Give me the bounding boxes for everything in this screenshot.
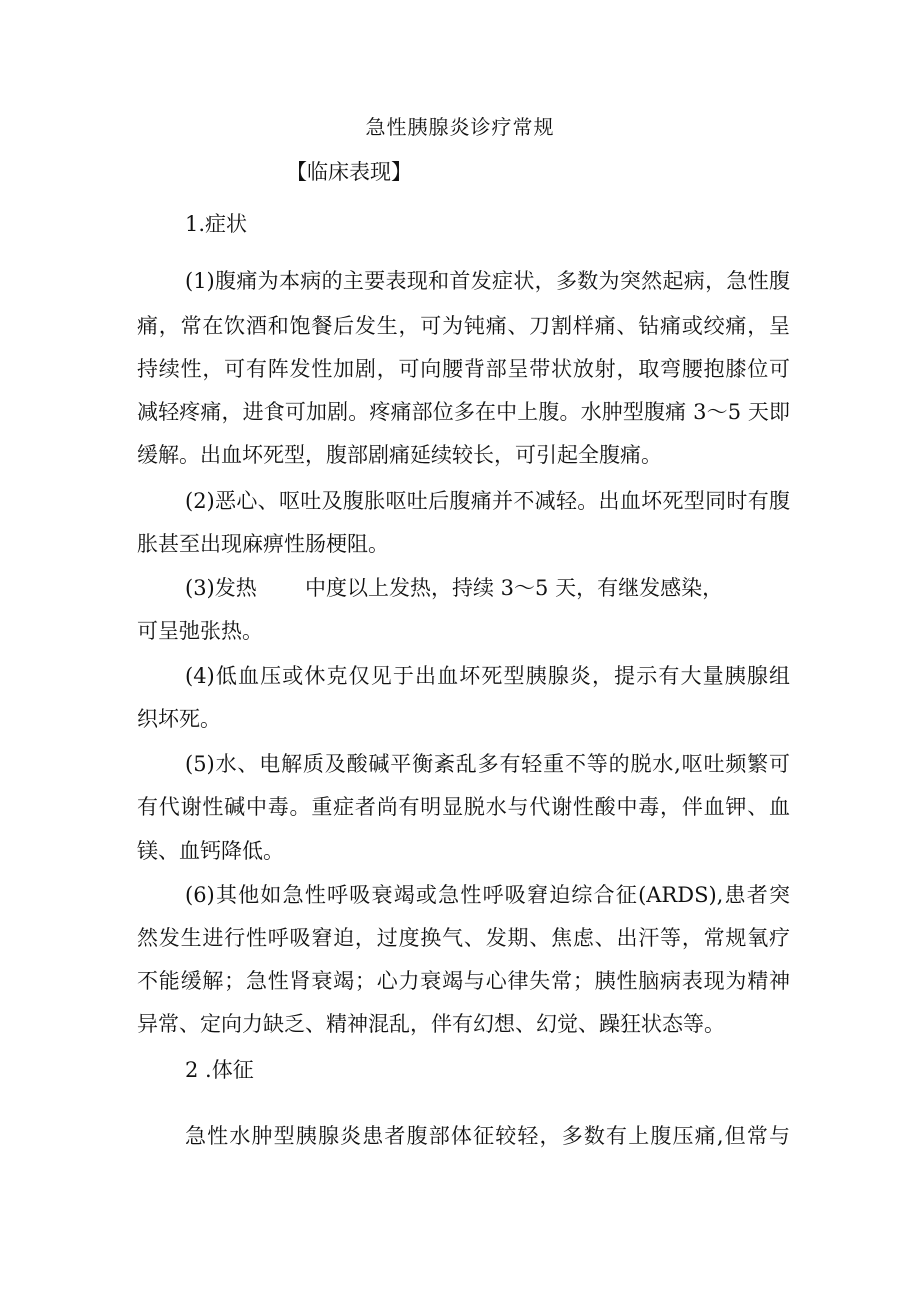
- paragraph-line: 持续性，可有阵发性加剧，可向腰背部呈带状放射，取弯腰抱膝位可: [137, 357, 790, 381]
- paragraph-line: 减轻疼痛，进食可加剧。疼痛部位多在中上腹。水肿型腹痛 3～5 天即: [137, 400, 790, 424]
- paragraph-line: 胀甚至出现麻痹性肠梗阻。: [137, 532, 389, 556]
- subheading-symptoms: 1.症状: [185, 212, 248, 236]
- paragraph-line: 中度以上发热，持续 3～5 天，有继发感染，: [305, 576, 724, 600]
- paragraph-line: (5)水、电解质及酸碱平衡紊乱多有轻重不等的脱水,呕吐频繁可: [185, 752, 790, 776]
- paragraph-line: 织坏死。: [137, 707, 221, 731]
- page-title: 急性胰腺炎诊疗常规: [365, 115, 555, 139]
- paragraph-line: 有代谢性碱中毒。重症者尚有明显脱水与代谢性酸中毒，伴血钾、血: [137, 795, 790, 819]
- paragraph-line: 不能缓解；急性肾衰竭；心力衰竭与心律失常；胰性脑病表现为精神: [137, 969, 790, 993]
- paragraph-line: (2)恶心、呕吐及腹胀呕吐后腹痛并不减轻。出血坏死型同时有腹: [185, 489, 790, 513]
- paragraph-line: 缓解。出血坏死型，腹部剧痛延续较长，可引起全腹痛。: [137, 443, 662, 467]
- paragraph-line: 可呈弛张热。: [137, 619, 263, 643]
- paragraph-line: 异常、定向力缺乏、精神混乱，伴有幻想、幻觉、躁狂状态等。: [137, 1012, 725, 1036]
- paragraph-label: (3)发热: [185, 576, 257, 600]
- paragraph-line: 然发生进行性呼吸窘迫，过度换气、发期、焦虑、出汗等，常规氧疗: [137, 926, 790, 950]
- paragraph-line: (4)低血压或休克仅见于出血坏死型胰腺炎，提示有大量胰腺组: [185, 664, 790, 688]
- paragraph-line: (6)其他如急性呼吸衰竭或急性呼吸窘迫综合征(ARDS),患者突: [185, 883, 790, 907]
- paragraph-line: (1)腹痛为本病的主要表现和首发症状，多数为突然起病，急性腹: [185, 269, 790, 293]
- paragraph-line: 急性水肿型胰腺炎患者腹部体征较轻，多数有上腹压痛,但常与: [185, 1124, 790, 1148]
- paragraph-line: 痛，常在饮酒和饱餐后发生，可为钝痛、刀割样痛、钻痛或绞痛，呈: [137, 314, 790, 338]
- section-heading: 【临床表现】: [286, 160, 412, 184]
- subheading-signs: 2 .体征: [185, 1058, 254, 1082]
- paragraph-line: 镁、血钙降低。: [137, 839, 284, 863]
